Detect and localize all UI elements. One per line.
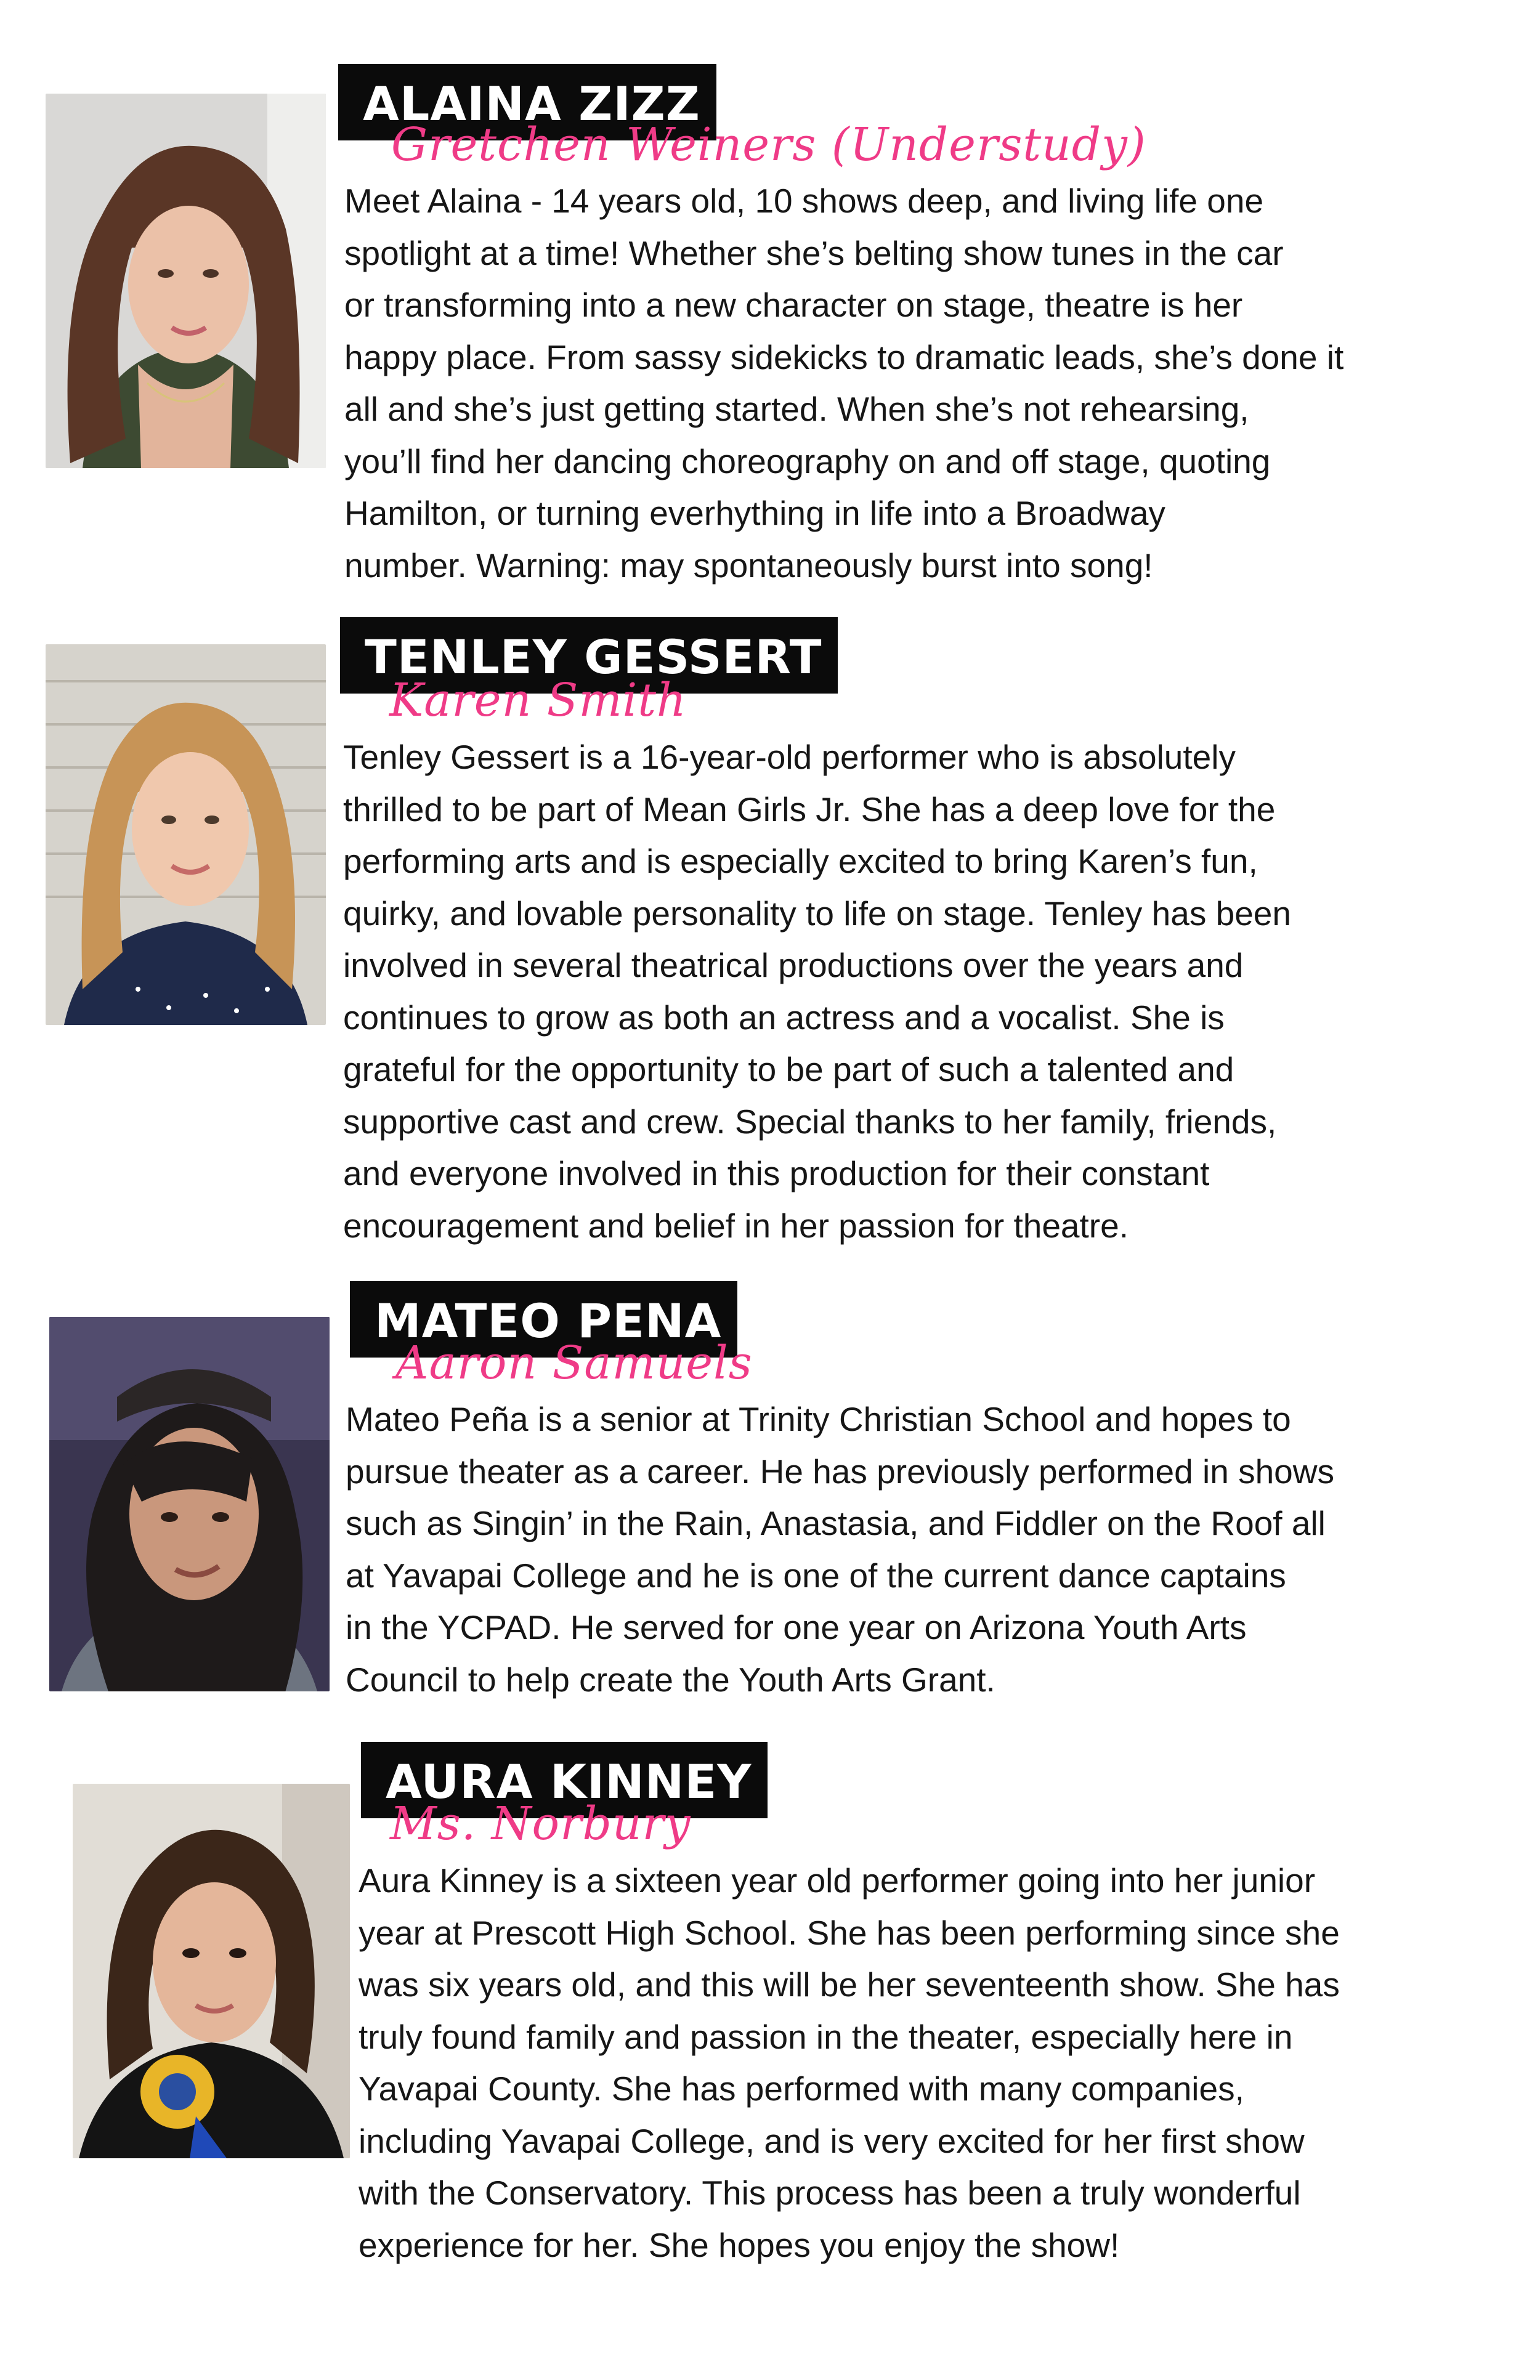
cast-bio-alaina-zizz	[0, 0, 1540, 616]
cast-role: Karen Smith	[389, 674, 687, 727]
cast-role: Ms. Norbury	[390, 1797, 691, 1850]
cast-photo	[49, 1317, 330, 1691]
cast-bio-tenley-gessert	[0, 616, 1540, 1281]
cast-photo	[46, 94, 326, 468]
portrait-photo-icon	[46, 644, 326, 1025]
portrait-photo-icon	[46, 94, 326, 468]
cast-bio-mateo-pena	[0, 1281, 1540, 1725]
cast-bio-text: Meet Alaina - 14 years old, 10 shows deep, and living life one spotlight at a time! Whether she’s belting show tunes in the car or transforming into a new character on stage, theatre is her happy place. From sassy sidekicks to dramatic leads, she’s done it all and she’s just getting started. When she’s not rehearsing, you’ll find her dancing choreography on and off stage, quoting Hamilton, or turning everhything in life into a Broadway number. Warning: may spontaneously burst into song!	[344, 182, 1344, 585]
cast-bio-text: Aura Kinney is a sixteen year old performer going into her junior year at Prescott High School. She has been performing since she was six years old, and this will be her seventeenth show. She has truly found family and passion in the theater, especially here in Yavapai County. She has performed with many companies, including Yavapai College, and is very excited for her first show with the Conservatory. This process has been a truly wonderful experience for her. She hopes you enjoy the show!	[359, 1861, 1340, 2264]
cast-bio-text: Tenley Gessert is a 16-year-old performer who is absolutely thrilled to be part of Mean Girls Jr. She has a deep love for the performing arts and is especially excited to bring Karen’s fun, quirky, and lovable personality to life on stage. Tenley has been involved in several theatrical productions over the years and continues to grow as both an actress and a vocalist. She is grateful for the opportunity to be part of such a talented and supportive cast and crew. Special thanks to her family, friends, and everyone involved in this production for their constant encouragement and belief in her passion for theatre.	[343, 738, 1291, 1245]
portrait-photo-icon	[49, 1317, 330, 1691]
cast-name-tag: TENLEY GESSERT	[340, 617, 838, 694]
cast-role: Gretchen Weiners (Understudy)	[391, 118, 1146, 171]
cast-bio-aura-kinney	[0, 1725, 1540, 2380]
cast-name-tag: AURA KINNEY	[361, 1742, 768, 1818]
cast-name-tag: ALAINA ZIZZ	[338, 64, 716, 140]
cast-photo	[73, 1784, 350, 2158]
cast-photo	[46, 644, 326, 1025]
cast-bio-text: Mateo Peña is a senior at Trinity Christian School and hopes to pursue theater as a career. He has previously performed in shows such as Singin’ in the Rain, Anastasia, and Fiddler on the Roof all at Yavapai College and he is one of the current dance captains in the YCPAD. He served for one year on Arizona Youth Arts Council to help create the Youth Arts Grant.	[346, 1400, 1334, 1699]
cast-name-tag: MATEO PENA	[350, 1281, 737, 1358]
portrait-photo-icon	[73, 1784, 350, 2158]
cast-role: Aaron Samuels	[395, 1337, 753, 1390]
